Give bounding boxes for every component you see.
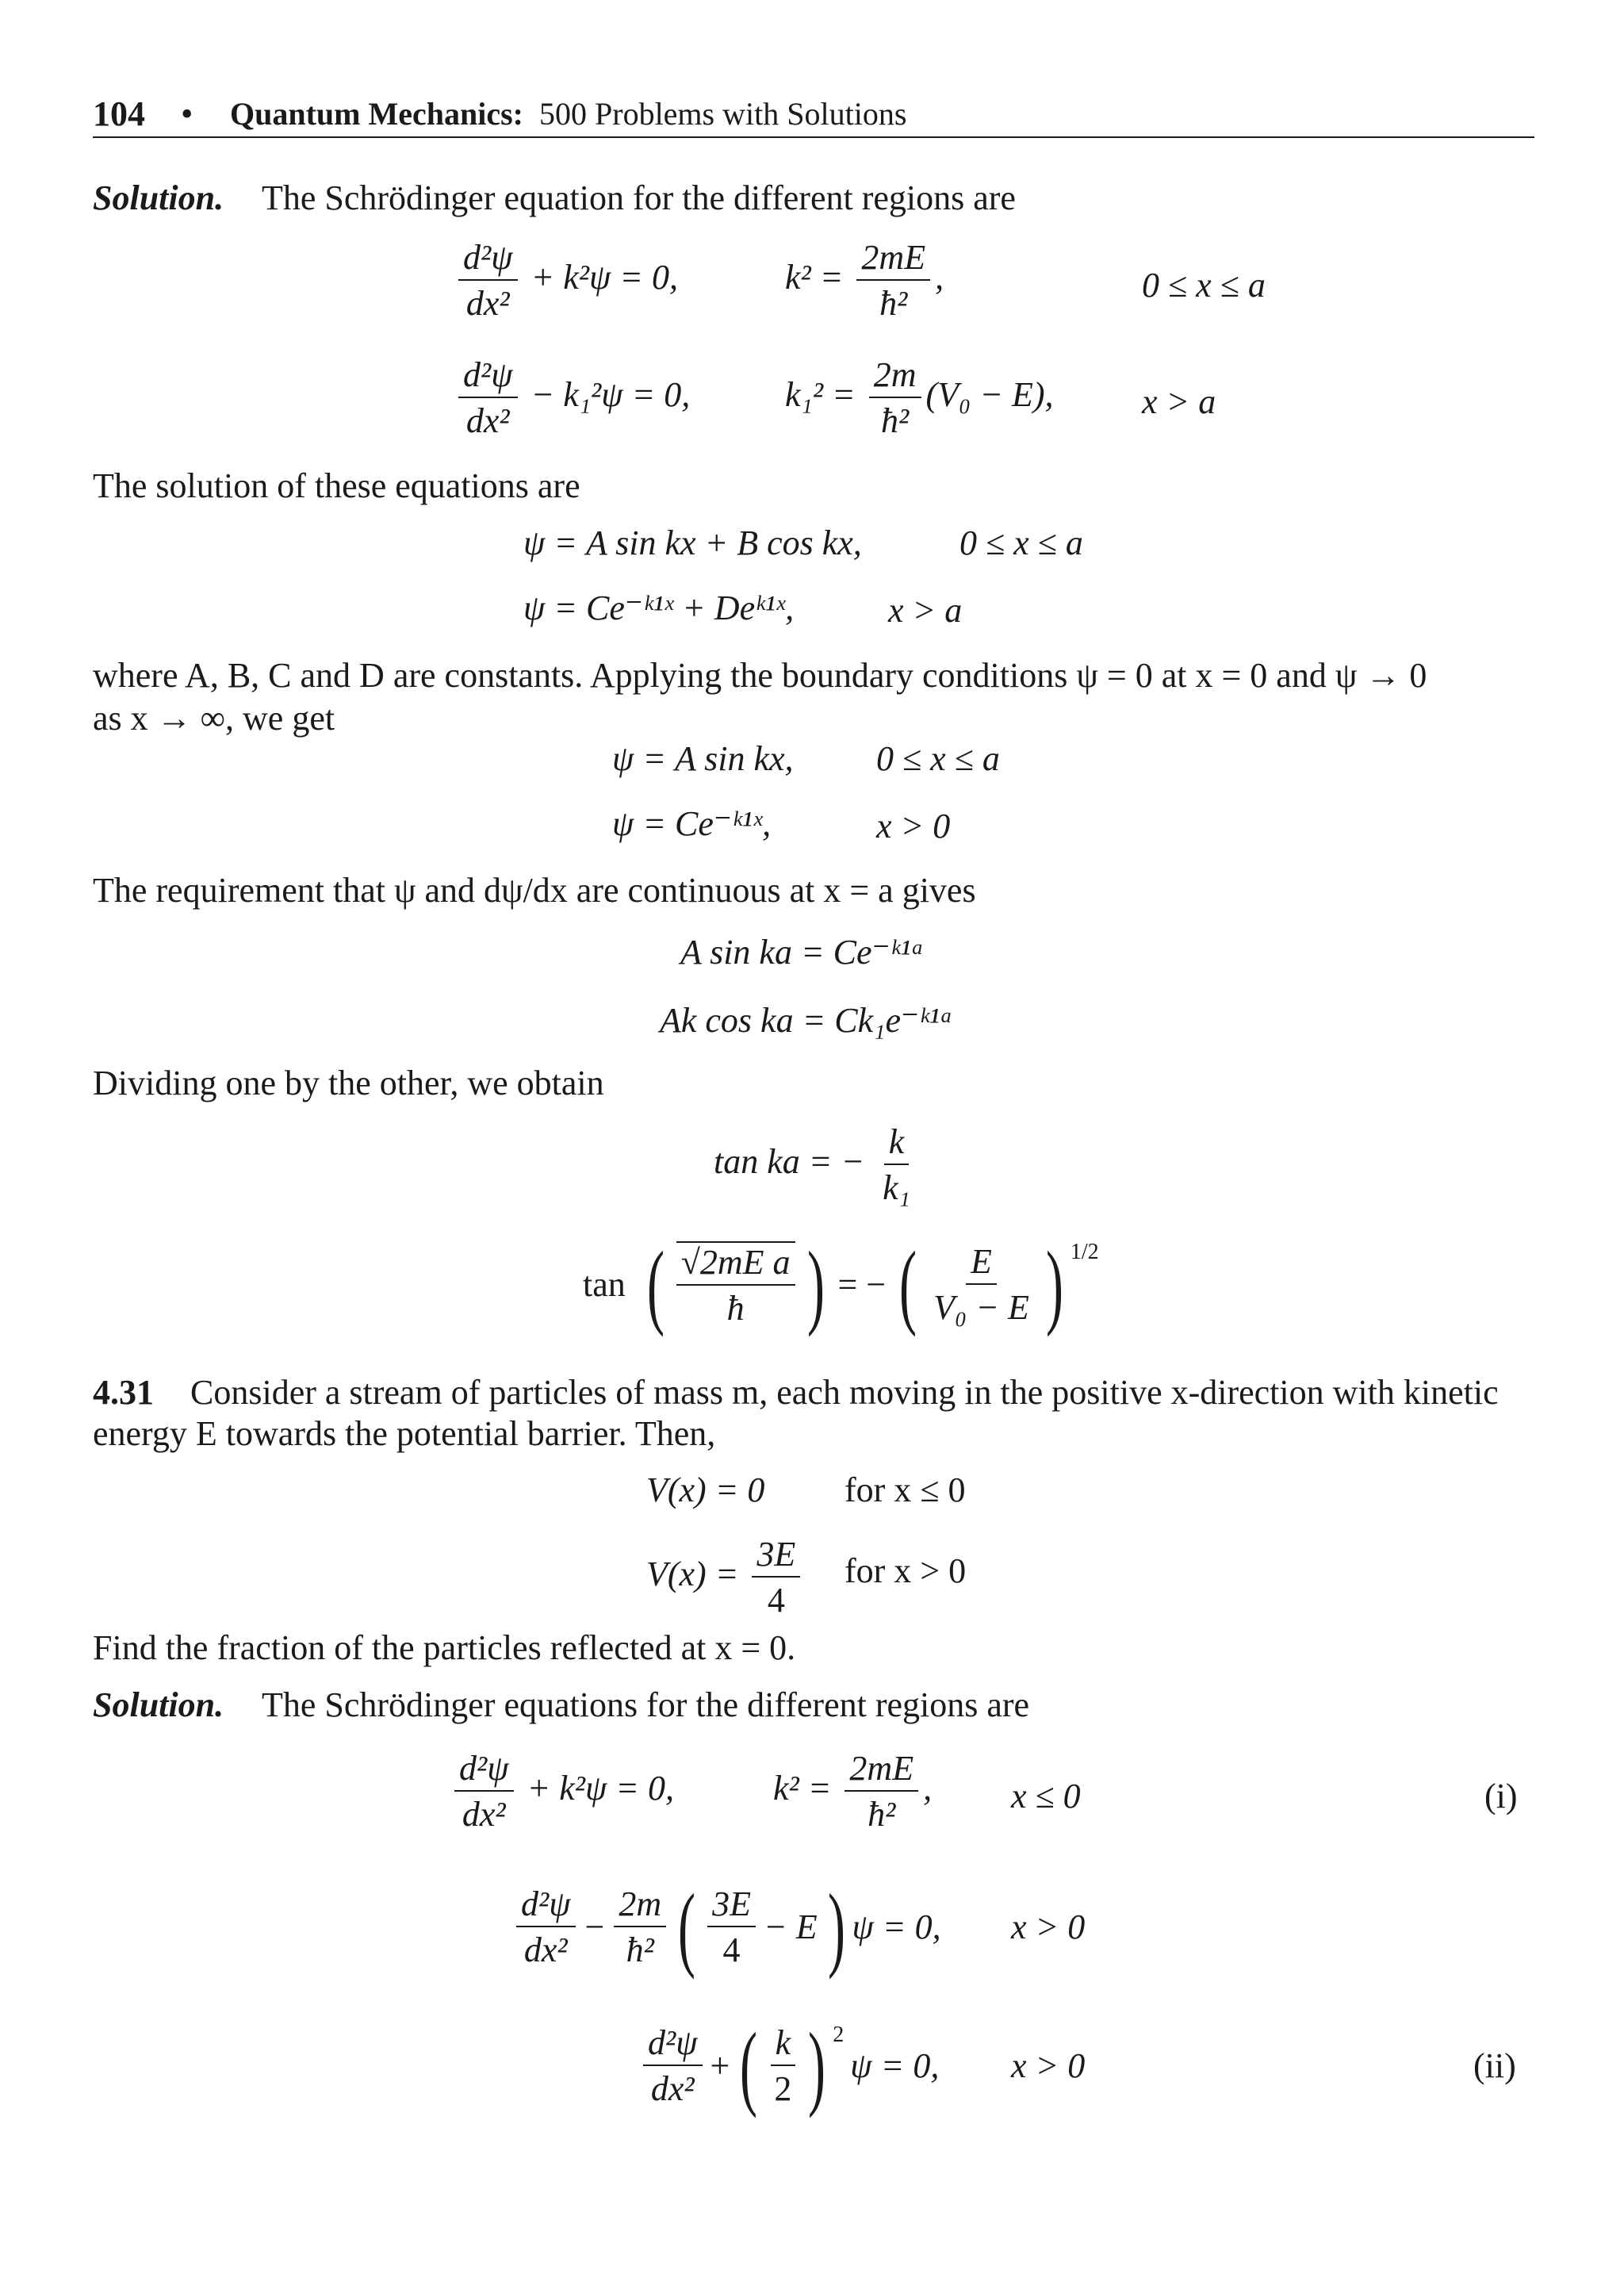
paragraph-5: Dividing one by the other, we obtain	[93, 1064, 604, 1102]
eq3-region: x ≤ 0	[1011, 1777, 1081, 1815]
page-number: 104	[93, 94, 145, 133]
eq3-rest: + k²ψ = 0,	[527, 1769, 674, 1808]
eq2-rest: − k₁²ψ = 0,	[530, 375, 691, 415]
eq2-region: x > a	[1142, 382, 1216, 421]
tan2-left-paren: (	[646, 1232, 665, 1337]
equation-1	[454, 238, 678, 324]
tan2-power: 1/2	[1070, 1240, 1099, 1264]
eq5-plus: +	[710, 2046, 730, 2085]
tan2-eq: = −	[837, 1265, 887, 1304]
eq1-lhs-den: dx²	[465, 284, 510, 323]
tan1-num: k	[884, 1122, 910, 1165]
book-subtitle: 500 Problems with Solutions	[539, 96, 907, 132]
tan2-left-paren-2: (	[899, 1232, 917, 1337]
paragraph-4: The requirement that ψ and dψ/dx are continuous at x = a gives	[93, 871, 976, 910]
potential-2-cond: for x > 0	[845, 1551, 967, 1590]
eq5-right-paren: )	[808, 2013, 826, 2118]
equation-3	[450, 1749, 674, 1835]
eq5-p-den: 2	[774, 2069, 792, 2108]
paragraph-2: The solution of these equations are	[93, 466, 580, 505]
tan2-right-paren: )	[806, 1232, 825, 1337]
eq3-k-den: ħ²	[868, 1795, 896, 1834]
eq4-right-paren: )	[827, 1874, 845, 1980]
eq3-lhs-den: dx²	[462, 1795, 506, 1834]
eq5-tag: (ii)	[1473, 2046, 1516, 2085]
paragraph-7: The Schrödinger equations for the different regions are	[262, 1685, 1030, 1724]
potential-2	[646, 1535, 805, 1620]
equation-1-k	[785, 238, 944, 324]
problem-number: 4.31	[93, 1373, 154, 1412]
eq4-left-paren: (	[678, 1874, 696, 1980]
tan2-num2: E	[966, 1242, 997, 1285]
eq4-in-num: 3E	[707, 1884, 756, 1927]
eq3-k-lhs: k² =	[773, 1769, 832, 1808]
paragraph-3-line-1: where A, B, C and D are constants. Applying the boundary conditions ψ = 0 at x = 0 and ψ → 0	[93, 656, 1427, 695]
tan1-den: k₁	[883, 1168, 910, 1207]
eq4-c-num: 2m	[614, 1884, 666, 1927]
eq5-lhs-num: d²ψ	[643, 2023, 703, 2066]
equation-2	[454, 355, 690, 441]
tan2-num: √2mE a	[676, 1241, 795, 1286]
solution-eq-2: ψ = Ce⁻ᵏ¹ˣ + Deᵏ¹ˣ,	[523, 589, 795, 627]
eq5-power: 2	[833, 2022, 845, 2047]
tan2-right-paren-2: )	[1045, 1232, 1063, 1337]
pot2-lhs: V(x) =	[646, 1555, 739, 1594]
eq5-rest: ψ = 0,	[850, 2046, 940, 2085]
eq4-in-tail: − E	[764, 1907, 818, 1946]
paragraph-1: The Schrödinger equation for the different regions are	[262, 178, 1016, 217]
problem-line-1: Consider a stream of particles of mass m, each moving in the positive x-direction with kinetic	[190, 1373, 1499, 1412]
eq2-lhs-den: dx²	[465, 401, 510, 440]
pot2-num: 3E	[752, 1535, 800, 1578]
eq5-lhs-den: dx²	[650, 2069, 695, 2108]
tan-equation-1	[714, 1122, 920, 1208]
tan2-den2: V₀ − E	[933, 1288, 1029, 1327]
eq4-minus: −	[584, 1907, 605, 1946]
eq3-lhs-num: d²ψ	[454, 1749, 514, 1792]
eq1-k-num: 2mE	[856, 238, 930, 281]
solution-eq-2-region: x > a	[888, 591, 963, 630]
eq5-p-num: k	[771, 2023, 796, 2066]
eq1-k-lhs: k² =	[785, 258, 844, 297]
bc-eq-1-region: 0 ≤ x ≤ a	[876, 739, 1000, 778]
equation-3-k	[773, 1749, 932, 1835]
equation-4	[511, 1874, 941, 1980]
eq1-region: 0 ≤ x ≤ a	[1142, 266, 1266, 305]
tan-equation-2	[583, 1232, 1099, 1337]
solution-eq-1-region: 0 ≤ x ≤ a	[959, 523, 1083, 562]
potential-1: V(x) = 0	[646, 1470, 765, 1509]
header-bullet: •	[181, 94, 193, 133]
eq2-k-lhs: k₁² =	[785, 375, 856, 415]
eq4-in-den: 4	[722, 1930, 741, 1969]
equation-2-k	[785, 355, 1054, 441]
paragraph-3-line-2: as x → ∞, we get	[93, 699, 335, 738]
eq4-region: x > 0	[1011, 1907, 1086, 1946]
eq3-k-tail: ,	[923, 1769, 933, 1808]
tan2-den: ħ	[726, 1289, 745, 1328]
eq2-lhs-num: d²ψ	[458, 355, 518, 398]
bc-eq-2: ψ = Ce⁻ᵏ¹ˣ,	[612, 804, 772, 843]
eq2-k-den: ħ²	[881, 401, 910, 440]
bc-eq-1: ψ = A sin kx,	[612, 739, 794, 778]
eq2-k-tail: (V₀ − E),	[925, 375, 1054, 415]
header-rule	[93, 136, 1534, 138]
eq5-left-paren: (	[740, 2013, 758, 2118]
eq1-rest: + k²ψ = 0,	[530, 258, 678, 297]
eq2-k-num: 2m	[869, 355, 921, 398]
eq1-lhs-num: d²ψ	[458, 238, 518, 281]
tan2-tan: tan	[583, 1265, 626, 1304]
continuity-eq-1: A sin ka = Ce⁻ᵏ¹ᵃ	[680, 933, 925, 972]
eq1-k-den: ħ²	[879, 284, 908, 323]
paragraph-6: Find the fraction of the particles reflected at x = 0.	[93, 1628, 796, 1667]
eq3-k-num: 2mE	[845, 1749, 918, 1792]
tan1-lhs: tan ka = −	[714, 1142, 865, 1182]
eq4-lhs-num: d²ψ	[516, 1884, 576, 1927]
bc-eq-2-region: x > 0	[876, 807, 951, 845]
problem-line-2: energy E towards the potential barrier. Then,	[93, 1414, 716, 1453]
solution-label-2: Solution.	[93, 1685, 224, 1724]
eq4-lhs-den: dx²	[523, 1930, 568, 1969]
solution-label: Solution.	[93, 178, 224, 217]
potential-1-cond: for x ≤ 0	[845, 1470, 966, 1509]
eq4-rest: ψ = 0,	[852, 1907, 941, 1946]
book-title: Quantum Mechanics:	[230, 96, 523, 132]
eq5-region: x > 0	[1011, 2046, 1086, 2085]
pot2-den: 4	[767, 1581, 785, 1620]
continuity-eq-2: Ak cos ka = Ck₁e⁻ᵏ¹ᵃ	[660, 1001, 954, 1040]
equation-5	[638, 2013, 940, 2118]
solution-eq-1: ψ = A sin kx + B cos kx,	[523, 523, 862, 562]
eq1-k-tail: ,	[935, 258, 944, 297]
eq4-c-den: ħ²	[626, 1930, 654, 1969]
eq3-tag: (i)	[1484, 1777, 1518, 1815]
